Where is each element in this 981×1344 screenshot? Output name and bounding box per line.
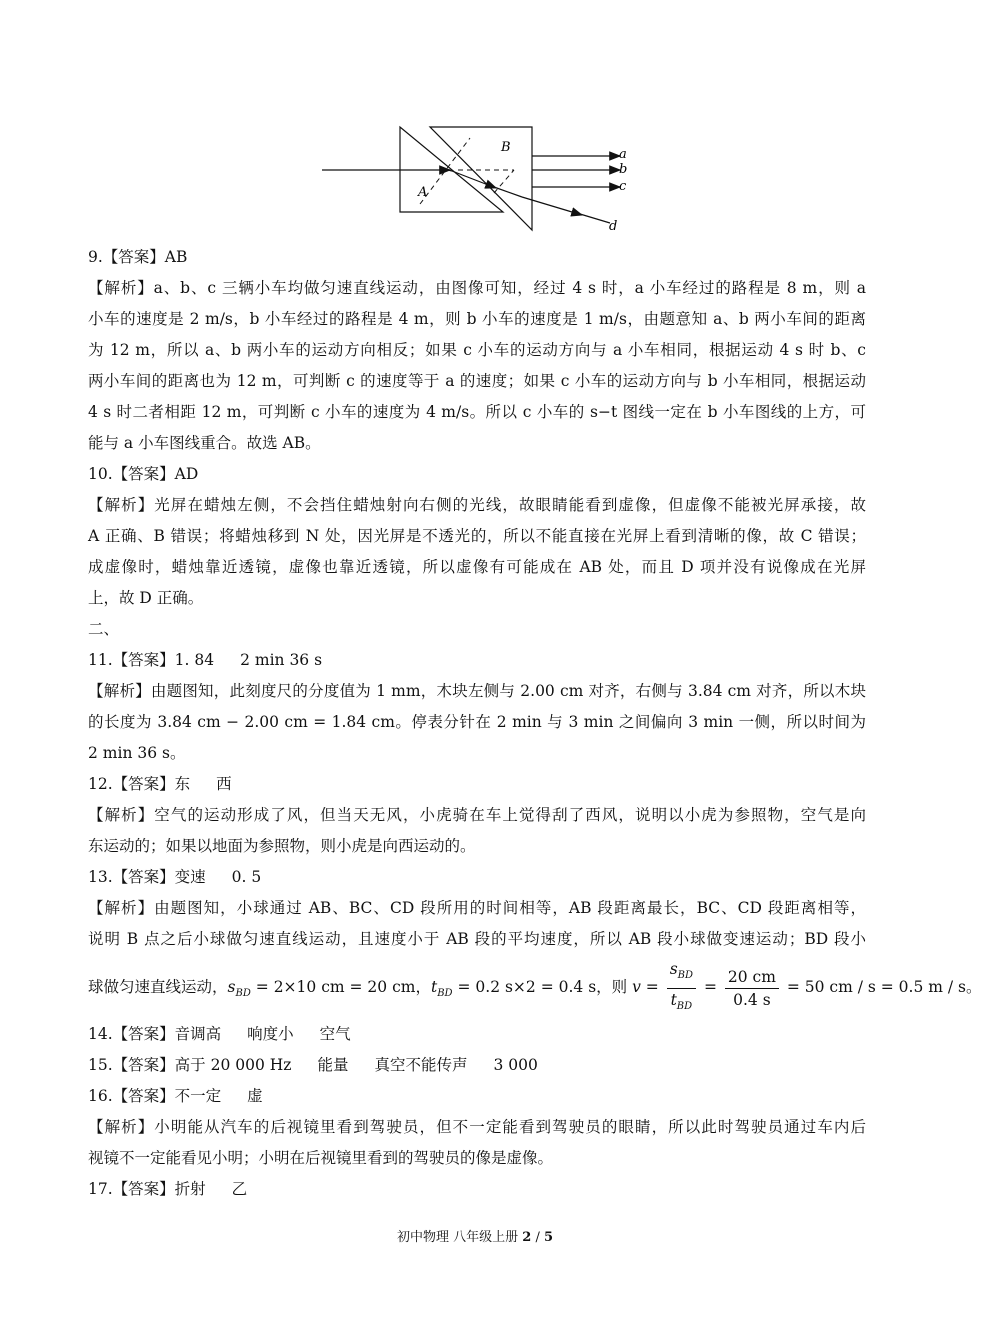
q15-answer [88, 1050, 866, 1081]
section-heading: 二、 [88, 620, 120, 638]
formula-s: s [227, 978, 236, 996]
q12-answer-1: 12.【答案】东 [88, 775, 191, 793]
q14-answer-2: 响度小 [247, 1025, 294, 1043]
q13-answer-2: 0. 5 [231, 868, 262, 886]
formula-sub: BD [676, 1000, 693, 1012]
q10-analysis-line: 成虚像时，蜡烛靠近透镜，虚像也靠近透镜，所以虚像有可能成在 AB 处，而且 D 项并没有说像成在光屏 [88, 558, 866, 576]
footer-page-total: 5 [543, 1230, 554, 1245]
q11-analysis-line: 的长度为 3.84 cm − 2.00 cm = 1.84 cm。停表分针在 2 min 与 3 min 之间偏向 3 min 一侧，所以时间为 [88, 713, 866, 731]
formula-text: = 0.2 s×2 = 0.4 s，则 [452, 978, 633, 996]
q10-answer: 10.【答案】AD [88, 465, 199, 483]
q9-analysis-line: 为 12 m，所以 a、b 两小车的运动方向相反；如果 c 小车的运动方向与 a 小车相同，根据运动 4 s 时 b、c [88, 341, 866, 359]
q9-answer: 9.【答案】AB [88, 248, 188, 266]
formula-eq: = [699, 978, 722, 996]
frac-den: t [670, 990, 677, 1009]
label-ray-b: b [619, 162, 628, 177]
q16-answer [88, 1081, 866, 1112]
q12-answer [88, 769, 866, 800]
q11-analysis-line: 2 min 36 s。 [88, 744, 186, 762]
q12-analysis-line: 【解析】空气的运动形成了风，但当天无风，小虎骑在车上觉得刮了西风，说明以小虎为参照物，空气是向 [88, 806, 866, 824]
q13-analysis-line: 【解析】由题图知，小球通过 AB、BC、CD 段所用的时间相等，AB 段距离最长，BC、CD 段距离相等， [88, 899, 866, 917]
page-footer [0, 1226, 950, 1245]
formula-sub: BD [437, 988, 453, 1000]
answer-content [88, 242, 981, 1205]
q11-answer-1: 11.【答案】1. 84 [88, 651, 215, 669]
q9-analysis-line: 能与 a 小车图线重合。故选 AB。 [88, 434, 321, 452]
q10-analysis-line: 【解析】光屏在蜡烛左侧，不会挡住蜡烛射向右侧的光线，故眼睛能看到虚像，但虚像不能被光屏承接，故 [88, 496, 866, 514]
frac-den: 0.4 s [733, 990, 771, 1009]
prism-light-diagram [318, 118, 638, 236]
q11-answer [88, 645, 866, 676]
fraction-s-over-t [667, 958, 696, 1017]
q17-answer-1: 17.【答案】折射 [88, 1180, 206, 1198]
normal-dashed-3 [494, 170, 514, 193]
q10-analysis-line: 上，故 D 正确。 [88, 589, 204, 607]
q17-answer-2: 乙 [231, 1180, 248, 1198]
q13-formula-line [88, 955, 981, 1019]
q13-analysis-line: 说明 B 点之后小球做匀速直线运动，且速度小于 AB 段的平均速度，所以 AB 段小球做变速运动；BD 段小 [88, 930, 866, 948]
formula-t: t [430, 978, 438, 996]
q16-answer-2: 虚 [247, 1087, 263, 1105]
label-ray-d: d [609, 219, 618, 234]
q9-analysis-line: 两小车间的距离也为 12 m，可判断 c 的速度等于 a 的速度；如果 c 小车的运动方向与 b 小车相同，根据运动 [88, 372, 866, 390]
formula-text: = 2×10 cm = 20 cm， [250, 978, 431, 996]
footer-subject: 初中物理 八年级上册 [396, 1230, 519, 1245]
fraction-values [725, 966, 779, 1011]
label-ray-c: c [619, 179, 627, 194]
formula-result: = 50 cm / s = 0.5 m / s。 [781, 978, 981, 996]
prism-b-outline [430, 127, 532, 230]
q15-answer-1: 15.【答案】高于 20 000 Hz [88, 1056, 292, 1074]
q9-analysis-line: 小车的速度是 2 m/s，b 小车经过的路程是 4 m，则 b 小车的速度是 1 m/s，由题意知 a、b 两小车间的距离 [88, 310, 866, 328]
formula-v: v [632, 978, 641, 996]
q14-answer-3: 空气 [319, 1025, 351, 1043]
q11-answer-2: 2 min 36 s [240, 651, 323, 669]
q13-answer [88, 862, 866, 893]
frac-num: 20 cm [725, 966, 779, 989]
q16-analysis-line: 【解析】小明能从汽车的后视镜里看到驾驶员，但不一定能看到驾驶员的眼睛，所以此时驾驶员通过车内后 [88, 1118, 866, 1136]
label-prism-b: B [501, 140, 511, 155]
q16-answer-1: 16.【答案】不一定 [88, 1087, 222, 1105]
q14-answer-1: 14.【答案】音调高 [88, 1025, 222, 1043]
q11-analysis-line: 【解析】由题图知，此刻度尺的分度值为 1 mm，木块左侧与 2.00 cm 对齐，右侧与 3.84 cm 对齐，所以木块 [88, 682, 866, 700]
footer-page-number: 2 [522, 1230, 532, 1245]
q9-analysis-line: 4 s 时二者相距 12 m，可判断 c 小车的速度为 4 m/s。所以 c 小车的 s−t 图线一定在 b 小车图线的上方，可 [88, 403, 866, 421]
q15-answer-3: 真空不能传声 [374, 1056, 468, 1074]
q10-analysis-line: A 正确、B 错误；将蜡烛移到 N 处，因光屏是不透光的，所以不能直接在光屏上看到清晰的像，故 C 错误； [88, 527, 866, 545]
q17-answer [88, 1174, 866, 1205]
q9-analysis-line: 【解析】a、b、c 三辆小车均做匀速直线运动，由图像可知，经过 4 s 时，a 小车经过的路程是 8 m，则 a [88, 279, 866, 297]
ray-d [522, 197, 582, 215]
q14-answer [88, 1019, 866, 1050]
footer-separator: / [531, 1230, 544, 1245]
q16-analysis-line: 视镜不一定能看见小明；小明在后视镜里看到的驾驶员的像是虚像。 [88, 1149, 554, 1167]
formula-eq: = [640, 978, 664, 996]
formula-text: 球做匀速直线运动， [88, 978, 228, 996]
formula-sub: BD [677, 970, 694, 982]
label-prism-a: A [418, 185, 428, 200]
q15-answer-4: 3 000 [493, 1056, 538, 1074]
q13-answer-1: 13.【答案】变速 [88, 868, 206, 886]
q12-analysis-line: 东运动的；如果以地面为参照物，则小虎是向西运动的。 [88, 837, 476, 855]
label-ray-a: a [619, 147, 627, 162]
q15-answer-2: 能量 [317, 1056, 349, 1074]
normal-dashed-1 [420, 138, 470, 204]
formula-sub: BD [235, 988, 251, 1000]
frac-num: s [669, 960, 678, 979]
q12-answer-2: 西 [216, 775, 232, 793]
